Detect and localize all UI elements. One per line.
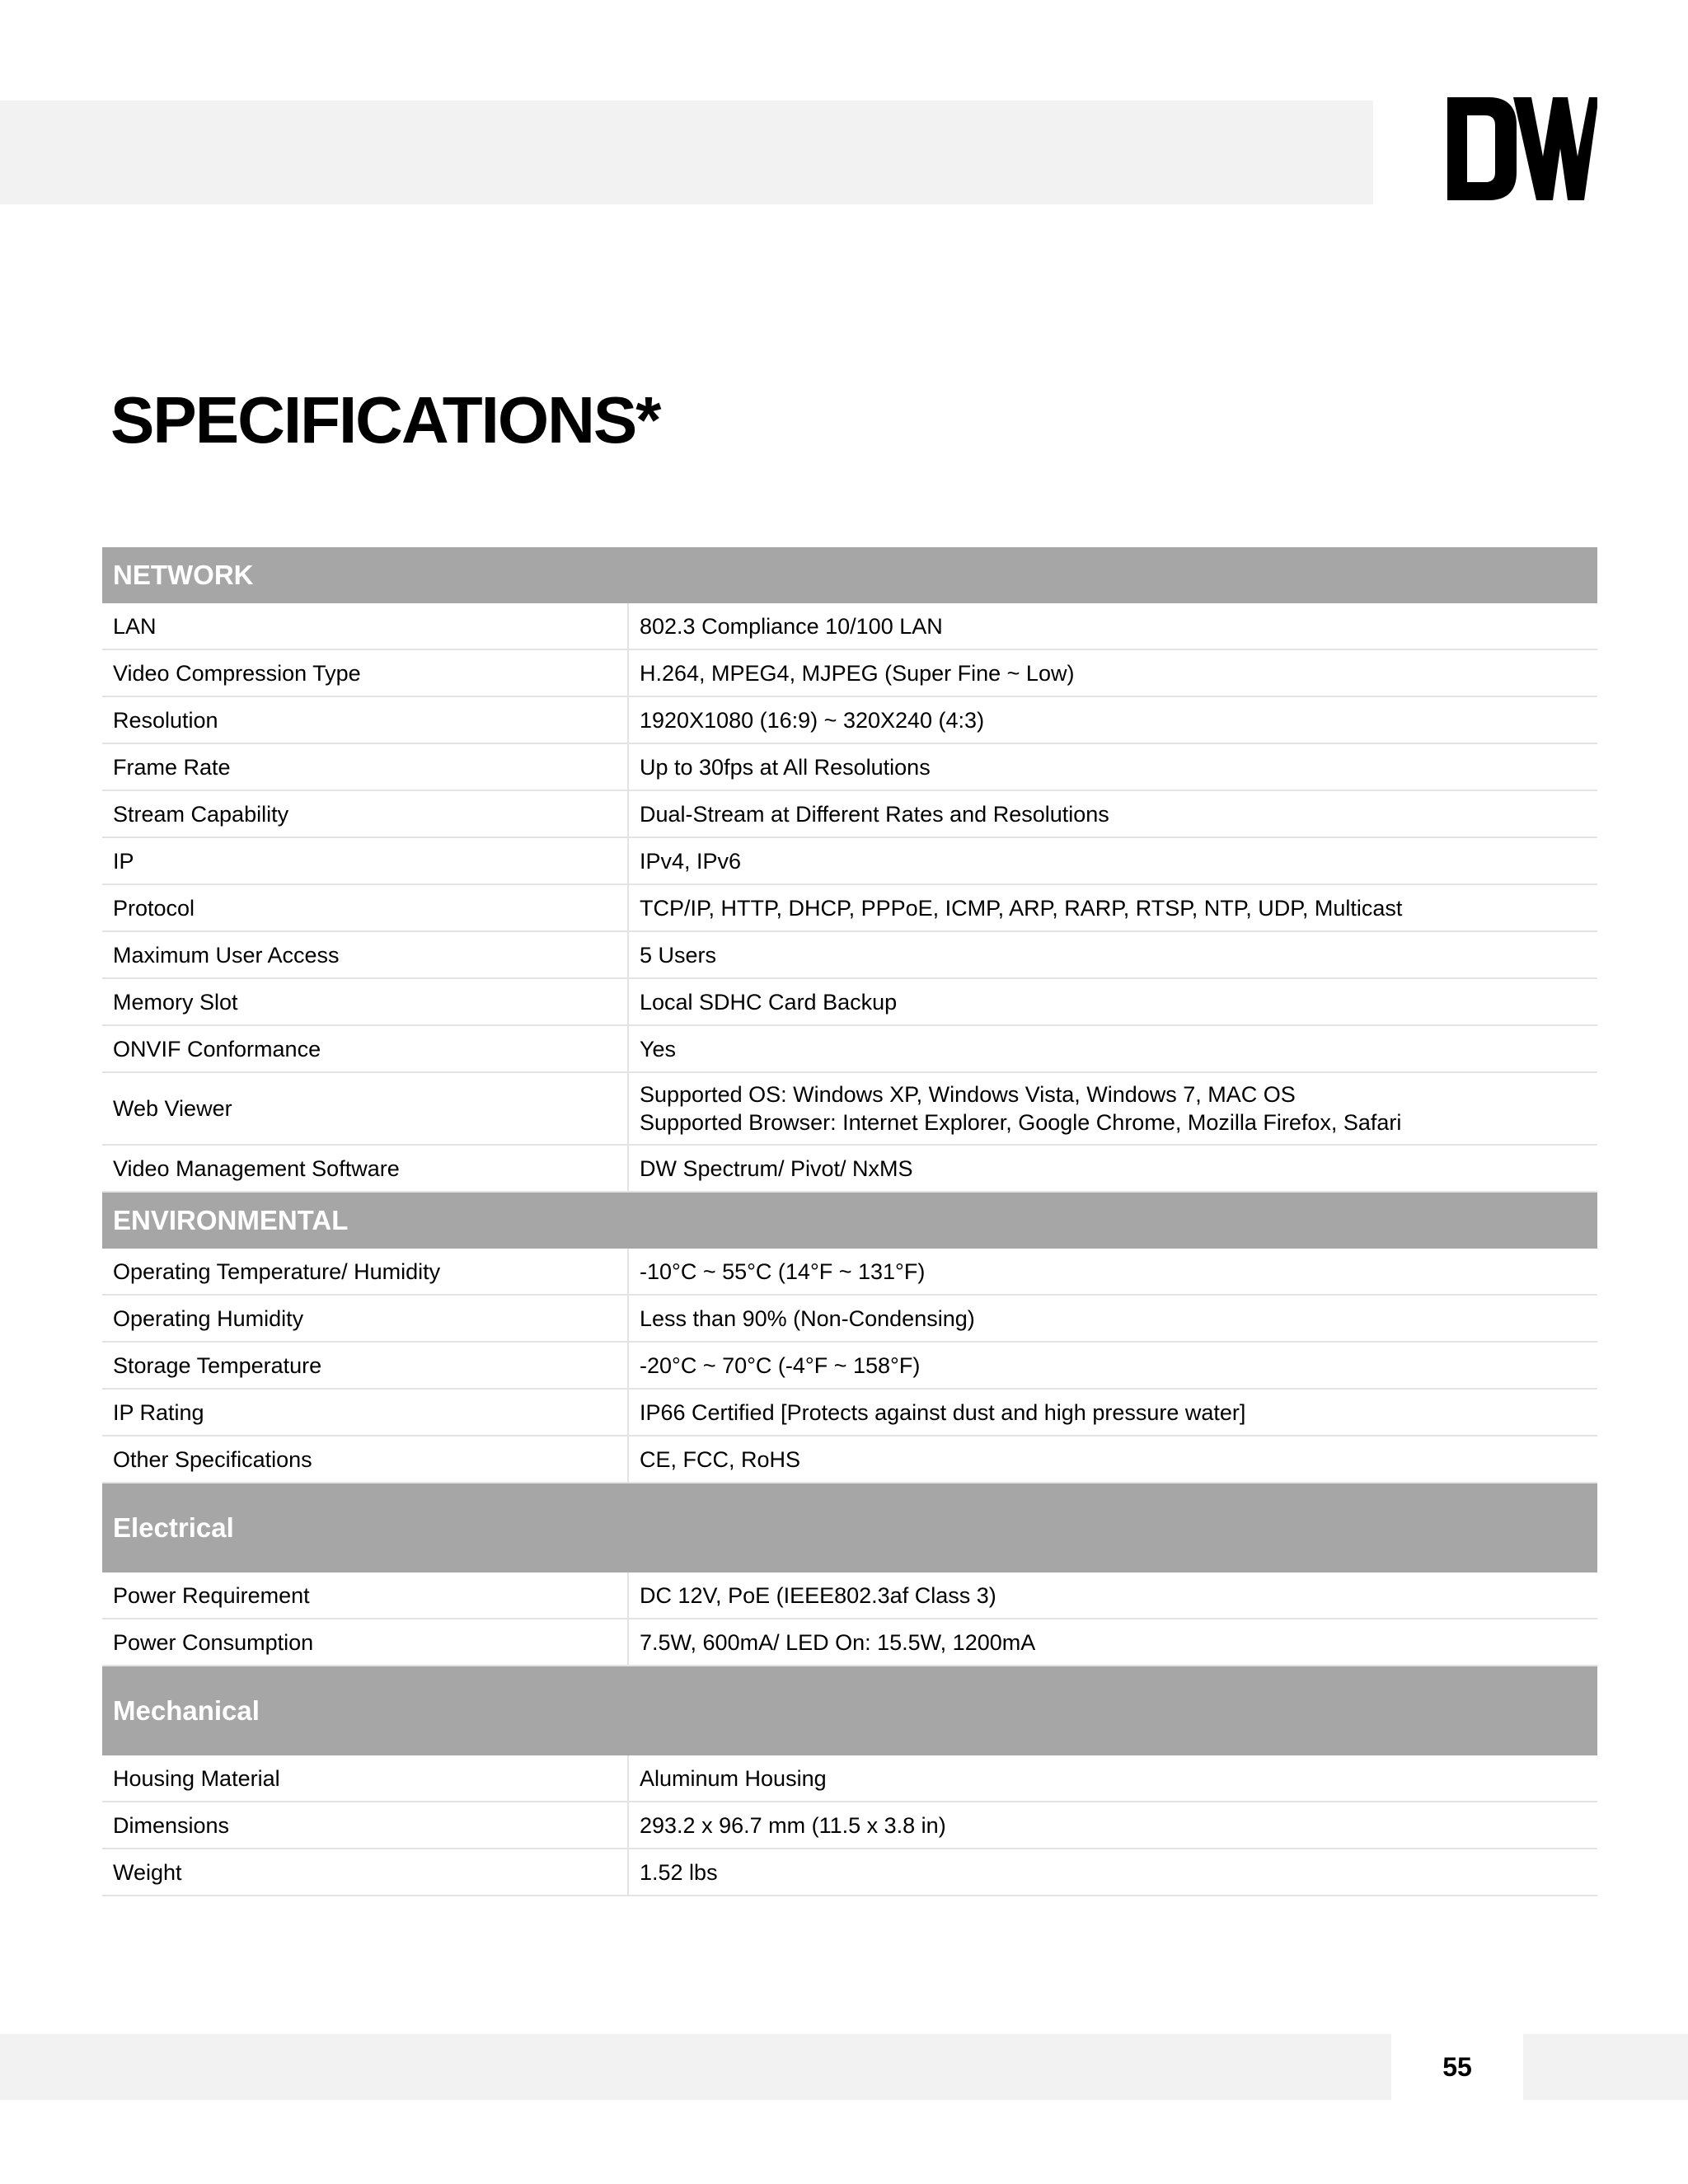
- spec-value: -10°C ~ 55°C (14°F ~ 131°F): [628, 1249, 1597, 1295]
- spec-value: 293.2 x 96.7 mm (11.5 x 3.8 in): [628, 1802, 1597, 1849]
- spec-label: LAN: [102, 603, 628, 649]
- spec-value: 7.5W, 600mA/ LED On: 15.5W, 1200mA: [628, 1619, 1597, 1666]
- spec-label: Stream Capability: [102, 790, 628, 837]
- table-row: [102, 1436, 1597, 1483]
- section-header-environmental: [102, 1192, 1597, 1249]
- spec-value-line: Supported OS: Windows XP, Windows Vista, Windows 7, MAC OS: [640, 1082, 1296, 1107]
- spec-value: IPv4, IPv6: [628, 837, 1597, 884]
- table-row: [102, 1849, 1597, 1896]
- spec-label: Video Management Software: [102, 1145, 628, 1192]
- section-header-network: [102, 547, 1597, 603]
- table-row: [102, 790, 1597, 837]
- specifications-table: [102, 547, 1597, 1896]
- spec-value: Up to 30fps at All Resolutions: [628, 743, 1597, 790]
- spec-label: Power Consumption: [102, 1619, 628, 1666]
- table-row: [102, 1295, 1597, 1342]
- spec-label: Storage Temperature: [102, 1342, 628, 1389]
- section-title: Electrical: [102, 1483, 1597, 1572]
- table-row: [102, 1755, 1597, 1802]
- dw-logo: [1447, 97, 1597, 200]
- spec-value: Less than 90% (Non-Condensing): [628, 1295, 1597, 1342]
- spec-label: Frame Rate: [102, 743, 628, 790]
- spec-label: Operating Humidity: [102, 1295, 628, 1342]
- section-title: Mechanical: [102, 1666, 1597, 1755]
- table-row: [102, 1072, 1597, 1145]
- spec-label: Other Specifications: [102, 1436, 628, 1483]
- table-row: [102, 1389, 1597, 1436]
- spec-value: 1920X1080 (16:9) ~ 320X240 (4:3): [628, 696, 1597, 743]
- section-header-electrical: [102, 1483, 1597, 1572]
- page-number: 55: [1442, 2052, 1472, 2082]
- table-row: [102, 1249, 1597, 1295]
- spec-value: IP66 Certified [Protects against dust and high pressure water]: [628, 1389, 1597, 1436]
- spec-value: TCP/IP, HTTP, DHCP, PPPoE, ICMP, ARP, RARP, RTSP, NTP, UDP, Multicast: [628, 884, 1597, 931]
- spec-value: Aluminum Housing: [628, 1755, 1597, 1802]
- spec-value: H.264, MPEG4, MJPEG (Super Fine ~ Low): [628, 649, 1597, 696]
- table-row: [102, 1025, 1597, 1072]
- spec-label: ONVIF Conformance: [102, 1025, 628, 1072]
- header-band: [0, 101, 1373, 204]
- table-row: [102, 931, 1597, 978]
- spec-label: Dimensions: [102, 1802, 628, 1849]
- table-row: [102, 1342, 1597, 1389]
- page-title: SPECIFICATIONS*: [110, 383, 660, 457]
- spec-label: Memory Slot: [102, 978, 628, 1025]
- spec-value: [628, 1072, 1597, 1145]
- spec-label: Video Compression Type: [102, 649, 628, 696]
- spec-value: 5 Users: [628, 931, 1597, 978]
- spec-value: CE, FCC, RoHS: [628, 1436, 1597, 1483]
- table-row: [102, 649, 1597, 696]
- spec-value: 1.52 lbs: [628, 1849, 1597, 1896]
- section-title: ENVIRONMENTAL: [102, 1192, 1597, 1249]
- table-row: [102, 743, 1597, 790]
- table-row: [102, 837, 1597, 884]
- spec-label: Weight: [102, 1849, 628, 1896]
- spec-label: IP: [102, 837, 628, 884]
- spec-label: Power Requirement: [102, 1572, 628, 1619]
- table-row: [102, 1145, 1597, 1192]
- spec-label: Protocol: [102, 884, 628, 931]
- footer-band-left: [0, 2034, 1391, 2100]
- spec-value: Dual-Stream at Different Rates and Resolutions: [628, 790, 1597, 837]
- spec-value: DC 12V, PoE (IEEE802.3af Class 3): [628, 1572, 1597, 1619]
- spec-value: 802.3 Compliance 10/100 LAN: [628, 603, 1597, 649]
- spec-value-line: Supported Browser: Internet Explorer, Google Chrome, Mozilla Firefox, Safari: [640, 1110, 1402, 1135]
- section-header-mechanical: [102, 1666, 1597, 1755]
- spec-value: Local SDHC Card Backup: [628, 978, 1597, 1025]
- table-row: [102, 1619, 1597, 1666]
- table-row: [102, 603, 1597, 649]
- spec-value: DW Spectrum/ Pivot/ NxMS: [628, 1145, 1597, 1192]
- spec-label: IP Rating: [102, 1389, 628, 1436]
- footer-band-right: [1523, 2034, 1688, 2100]
- spec-value: Yes: [628, 1025, 1597, 1072]
- table-row: [102, 978, 1597, 1025]
- spec-label: Housing Material: [102, 1755, 628, 1802]
- spec-label: Resolution: [102, 696, 628, 743]
- spec-label: Operating Temperature/ Humidity: [102, 1249, 628, 1295]
- table-row: [102, 884, 1597, 931]
- spec-value: -20°C ~ 70°C (-4°F ~ 158°F): [628, 1342, 1597, 1389]
- table-row: [102, 1802, 1597, 1849]
- spec-label: Maximum User Access: [102, 931, 628, 978]
- table-row: [102, 1572, 1597, 1619]
- spec-label: Web Viewer: [102, 1072, 628, 1145]
- table-row: [102, 696, 1597, 743]
- section-title: NETWORK: [102, 547, 1597, 603]
